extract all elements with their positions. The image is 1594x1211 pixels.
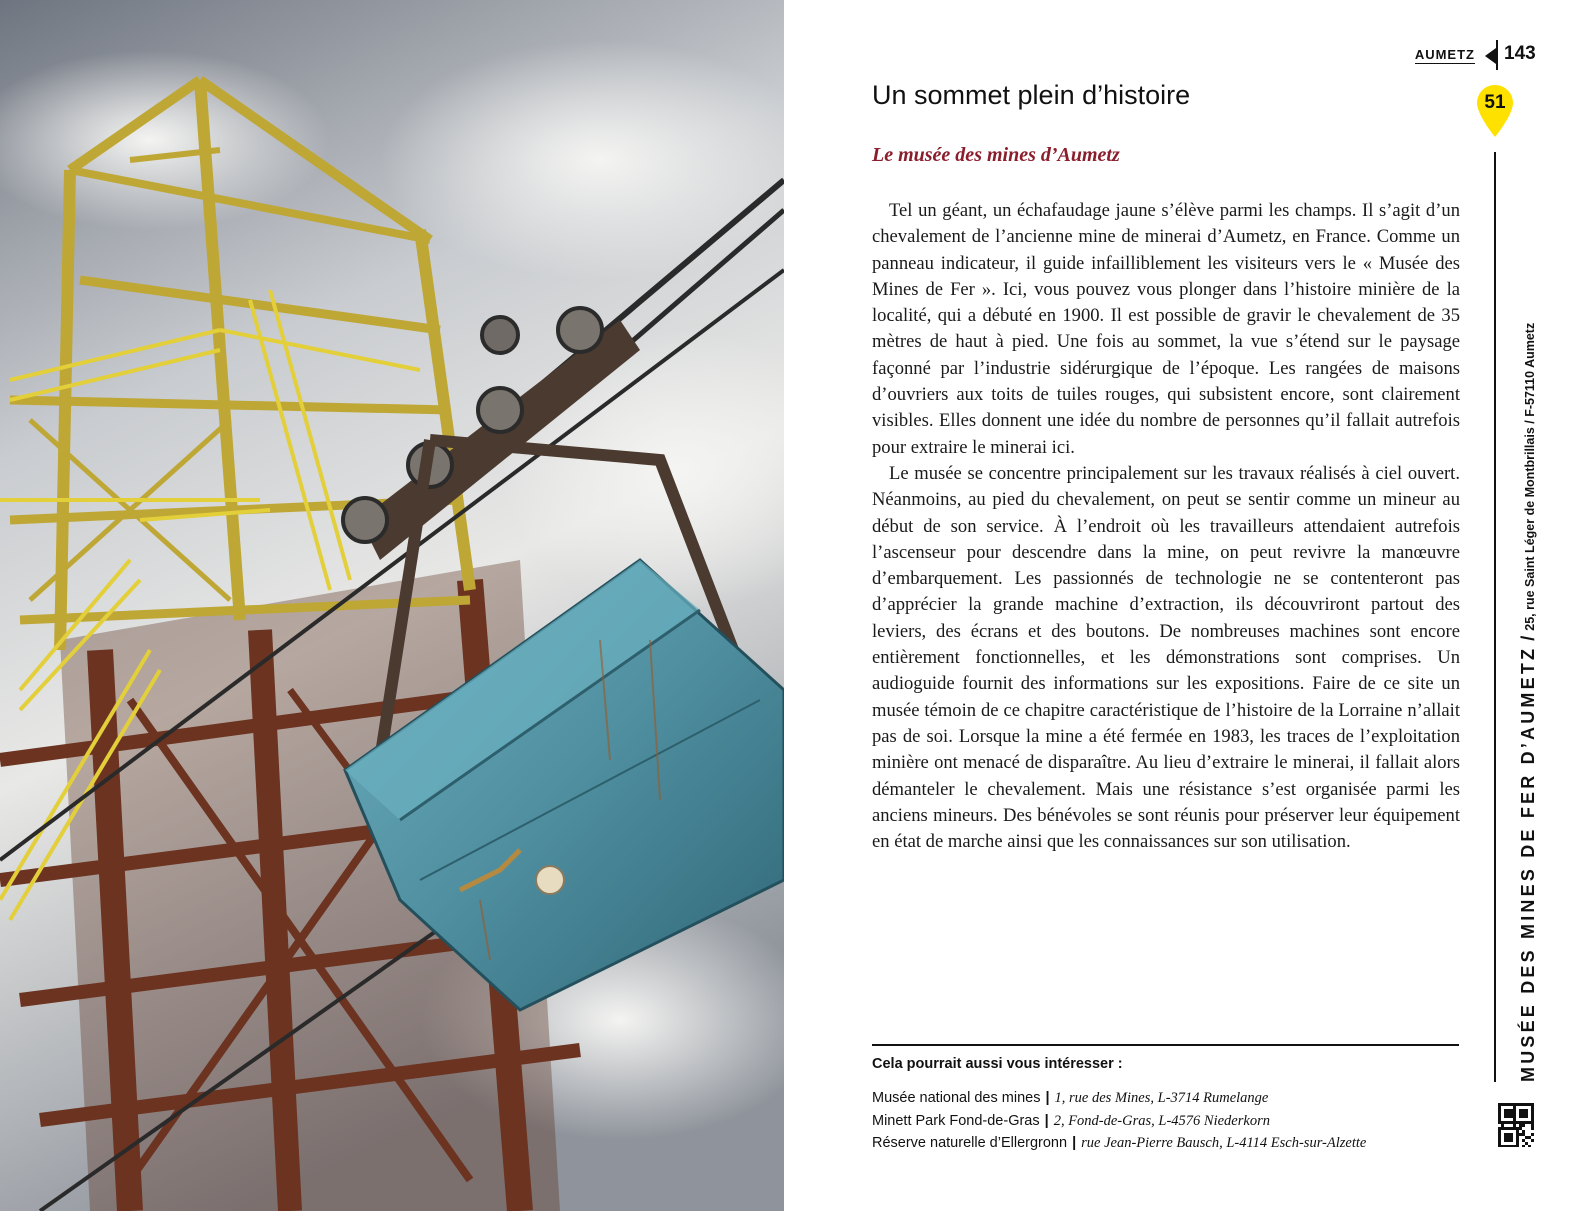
arrow-left-icon [1485, 48, 1496, 64]
list-item [872, 1132, 1366, 1155]
sidebar-address: 25, rue Saint Léger de Montbrillais / F-57110 Aumetz [1523, 322, 1537, 631]
related-separator: | [1072, 1135, 1077, 1151]
qr-code-icon[interactable] [1498, 1103, 1534, 1147]
related-separator: | [1044, 1112, 1049, 1129]
related-list [872, 1087, 1366, 1155]
article-body [872, 198, 1460, 855]
related-name: Musée national des mines [872, 1090, 1041, 1106]
sidebar-venue-name: MUSÉE DES MINES DE FER D’AUMETZ [1518, 645, 1538, 1082]
sidebar-venue-address [1518, 322, 1539, 1082]
related-divider [872, 1044, 1459, 1046]
paragraph: Tel un géant, un échafaudage jaune s’élève parmi les champs. Il s’agit d’un chevalement de l’ancienne mine de minerai d’Aumetz, en France. Comme un panneau indicateur, il guide infailliblement les visiteurs vers le « Musée des Mines de Fer ». Ici, vous pouvez vous plonger dans l’histoire minière de la localité, qui a débuté en 1900. Il est possible de gravir le chevalement de 35 mètres de haut à pied. Une fois au sommet, la vue s’étend sur le paysage façonné par l’industrie sidérurgique de l’époque. Les rangées de maisons d’ouvriers aux toits de tuiles rouges, qui subsistent encore, sont clairement visibles. Elles donnent une idée du nombre de personnes qu’il fallait autrefois pour extraire le minerai ici. [872, 200, 1460, 458]
paragraph: Le musée se concentre principalement sur les travaux réalisés à ciel ouvert. Néanmoins, au pied du chevalement, on peut se sentir comme un mineur au début de son service. À l’endroit où les travailleurs attendaient autrefois l’ascenseur pour descendre dans la mine, on peut revivre la manœuvre d’embarquement. Les passionnés de technologie ne se contenteront pas d’apprécier la grande machine d’extraction, ils découvriront partout des leviers, des écrans et des boutons. De nombreuses machines sont encore entièrement fonctionnelles, et les démonstrations sont comprises. Un audioguide fournit des informations sur les expositions. Faire de ce site un musée témoin de ce chapitre caractéristique de l’histoire de la Lorraine n’allait pas de soi. Lorsque la mine a été fermée en 1983, les traces de l’exploitation minière ont menacé de disparaître. Au lieu d’extraire le minerai, il fallait alors démanteler le chevalement. Mais une résistance s’est organisée parmi les anciens mineurs. Des bénévoles se sont réunis pour préserver leur équipement en état de marche ainsi que les connaissances sur son utilisation. [872, 462, 1460, 853]
sidebar-separator: / [1518, 635, 1538, 641]
location-pin-icon [1477, 85, 1513, 137]
sidebar-rule [1494, 152, 1496, 1082]
related-address: rue Jean-Pierre Bausch, L-4114 Esch-sur-Alzette [1081, 1135, 1367, 1151]
spot-number: 51 [1484, 92, 1506, 113]
article-subtitle: Le musée des mines d’Aumetz [872, 144, 1120, 166]
chapter-name: AUMETZ [1414, 47, 1475, 62]
text-page [784, 0, 1594, 1211]
list-item [872, 1110, 1366, 1133]
photo-headframe-wagon [0, 0, 784, 1211]
related-address: 1, rue des Mines, L-3714 Rumelange [1054, 1090, 1269, 1106]
related-address: 2, Fond-de-Gras, L-4576 Niederkorn [1053, 1112, 1270, 1129]
running-head [1415, 47, 1496, 64]
article-title: Un sommet plein d’histoire [872, 80, 1191, 110]
page-number: 143 [1504, 43, 1536, 64]
related-separator: | [1045, 1090, 1050, 1106]
related-name: Minett Park Fond-de-Gras [872, 1112, 1040, 1129]
header-divider [1496, 40, 1498, 70]
related-heading: Cela pourrait aussi vous intéresser : [872, 1056, 1123, 1072]
list-item [872, 1087, 1366, 1110]
related-name: Réserve naturelle d’Ellergronn [872, 1135, 1068, 1151]
